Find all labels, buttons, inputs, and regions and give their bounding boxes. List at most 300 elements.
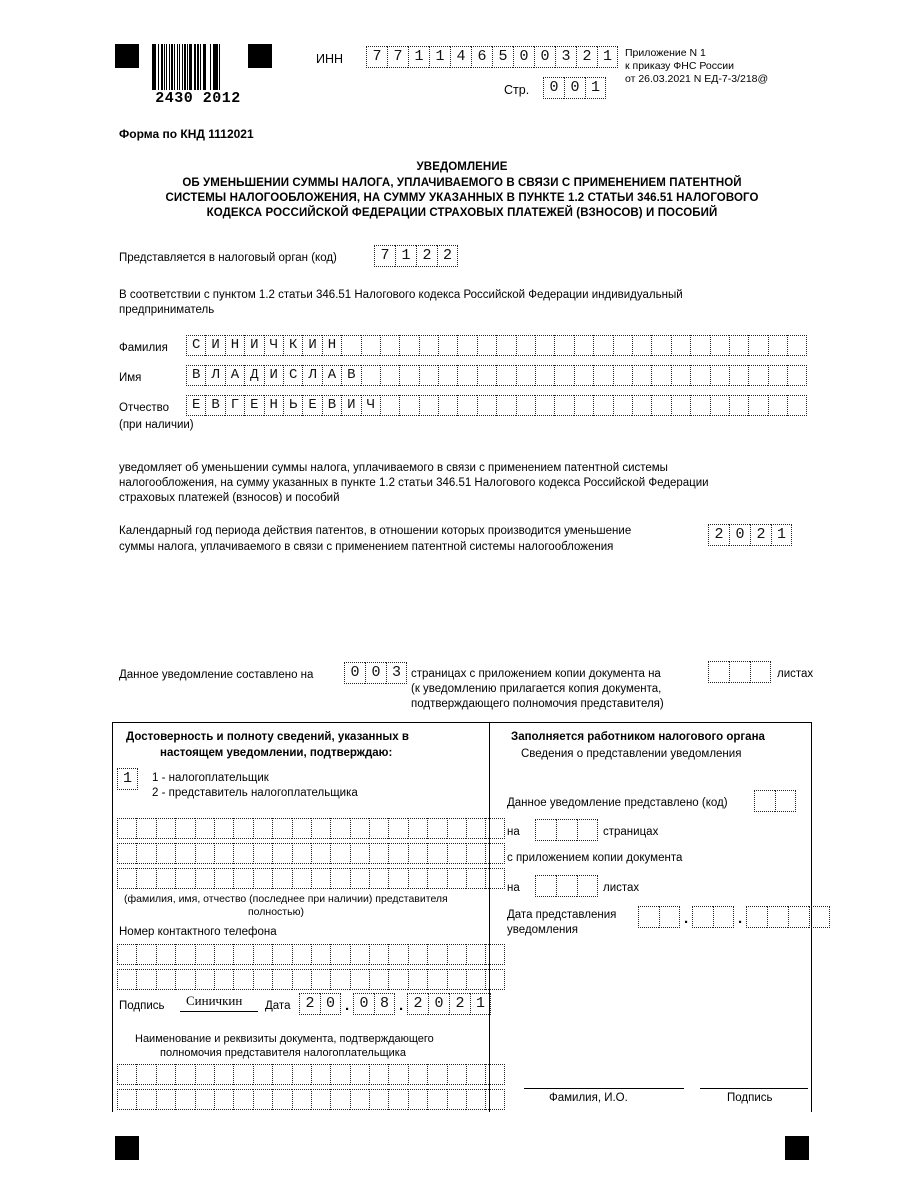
cell[interactable]: [388, 969, 407, 990]
cell[interactable]: [136, 1064, 155, 1085]
cell[interactable]: А: [225, 365, 244, 386]
cell[interactable]: [447, 969, 466, 990]
cell[interactable]: Ь: [283, 395, 302, 416]
cell[interactable]: [427, 1064, 446, 1085]
cell[interactable]: 0: [353, 993, 374, 1015]
cell[interactable]: [214, 843, 233, 864]
cell[interactable]: [768, 335, 787, 356]
cell[interactable]: 8: [374, 993, 395, 1015]
cell[interactable]: [613, 335, 632, 356]
cell[interactable]: 6: [471, 46, 492, 68]
cell[interactable]: [195, 868, 214, 889]
cell[interactable]: [253, 944, 272, 965]
cell[interactable]: [477, 395, 496, 416]
cell[interactable]: [746, 906, 767, 928]
cell[interactable]: 1: [470, 993, 491, 1015]
cell[interactable]: 0: [729, 524, 750, 546]
cell[interactable]: [136, 1089, 155, 1110]
cell[interactable]: [369, 1089, 388, 1110]
cell[interactable]: [419, 335, 438, 356]
cell[interactable]: [554, 365, 573, 386]
cell[interactable]: [156, 969, 175, 990]
cell[interactable]: [388, 818, 407, 839]
cell[interactable]: [408, 969, 427, 990]
cell[interactable]: [574, 395, 593, 416]
signature-date-year[interactable]: [407, 993, 491, 1015]
cell[interactable]: [651, 335, 670, 356]
cell[interactable]: [330, 818, 349, 839]
cell[interactable]: 3: [555, 46, 576, 68]
cell[interactable]: [632, 365, 651, 386]
cell[interactable]: [692, 906, 713, 928]
cell[interactable]: [574, 335, 593, 356]
cell[interactable]: 0: [543, 77, 564, 99]
cell[interactable]: [447, 868, 466, 889]
cell[interactable]: [214, 818, 233, 839]
cell[interactable]: [556, 875, 577, 897]
cell[interactable]: [457, 335, 476, 356]
official-date-year-field[interactable]: [746, 906, 830, 928]
cell[interactable]: [408, 944, 427, 965]
cell[interactable]: [427, 843, 446, 864]
cell[interactable]: [632, 395, 651, 416]
cell[interactable]: [466, 944, 485, 965]
cell[interactable]: [330, 1064, 349, 1085]
cell[interactable]: [311, 944, 330, 965]
cell[interactable]: [708, 661, 729, 683]
cell[interactable]: [369, 868, 388, 889]
cell[interactable]: [466, 818, 485, 839]
cell[interactable]: [369, 843, 388, 864]
cell[interactable]: [214, 969, 233, 990]
cell[interactable]: [457, 365, 476, 386]
pages-count-field[interactable]: [344, 662, 407, 684]
document-details-row[interactable]: [117, 1064, 505, 1085]
representative-name-row[interactable]: [117, 868, 505, 889]
cell[interactable]: [485, 969, 504, 990]
cell[interactable]: [427, 818, 446, 839]
firstname-field[interactable]: [186, 365, 807, 386]
cell[interactable]: Д: [244, 365, 263, 386]
cell[interactable]: [768, 365, 787, 386]
cell[interactable]: [272, 818, 291, 839]
cell[interactable]: [330, 843, 349, 864]
cell[interactable]: [496, 365, 515, 386]
cell[interactable]: Е: [302, 395, 321, 416]
cell[interactable]: [729, 661, 750, 683]
cell[interactable]: 2: [416, 245, 437, 267]
surname-field[interactable]: [186, 335, 807, 356]
cell[interactable]: А: [322, 365, 341, 386]
cell[interactable]: [556, 819, 577, 841]
cell[interactable]: 7: [366, 46, 387, 68]
cell[interactable]: [447, 843, 466, 864]
cell[interactable]: [659, 906, 680, 928]
inn-field[interactable]: [366, 46, 618, 68]
cell[interactable]: 0: [564, 77, 585, 99]
cell[interactable]: Н: [264, 395, 283, 416]
cell[interactable]: 0: [365, 662, 386, 684]
cell[interactable]: [535, 819, 556, 841]
cell[interactable]: 4: [450, 46, 471, 68]
cell[interactable]: [136, 969, 155, 990]
cell[interactable]: [485, 818, 504, 839]
cell[interactable]: [311, 818, 330, 839]
cell[interactable]: [408, 868, 427, 889]
cell[interactable]: [330, 944, 349, 965]
cell[interactable]: [272, 944, 291, 965]
cell[interactable]: [233, 868, 252, 889]
cell[interactable]: [350, 1089, 369, 1110]
cell[interactable]: [380, 365, 399, 386]
cell[interactable]: [577, 875, 598, 897]
signature-row-field[interactable]: [117, 969, 505, 990]
cell[interactable]: [485, 843, 504, 864]
signature-date-day[interactable]: [299, 993, 341, 1015]
cell[interactable]: Е: [244, 395, 263, 416]
cell[interactable]: [496, 395, 515, 416]
official-sheets-field[interactable]: [535, 875, 598, 897]
cell[interactable]: [690, 335, 709, 356]
cell[interactable]: [399, 365, 418, 386]
cell[interactable]: [380, 395, 399, 416]
cell[interactable]: [330, 868, 349, 889]
cell[interactable]: Л: [302, 365, 321, 386]
cell[interactable]: [466, 868, 485, 889]
cell[interactable]: Л: [205, 365, 224, 386]
cell[interactable]: [195, 944, 214, 965]
cell[interactable]: [292, 1064, 311, 1085]
cell[interactable]: 0: [320, 993, 341, 1015]
cell[interactable]: [466, 969, 485, 990]
cell[interactable]: [690, 395, 709, 416]
cell[interactable]: С: [186, 335, 205, 356]
cell[interactable]: [408, 843, 427, 864]
cell[interactable]: К: [283, 335, 302, 356]
cell[interactable]: 2: [750, 524, 771, 546]
cell[interactable]: [156, 818, 175, 839]
cell[interactable]: [408, 1089, 427, 1110]
cell[interactable]: [311, 868, 330, 889]
cell[interactable]: [253, 818, 272, 839]
cell[interactable]: [788, 906, 809, 928]
cell[interactable]: [427, 944, 446, 965]
cell[interactable]: [136, 843, 155, 864]
cell[interactable]: [330, 1089, 349, 1110]
cell[interactable]: И: [244, 335, 263, 356]
cell[interactable]: [136, 818, 155, 839]
cell[interactable]: 1: [117, 768, 138, 790]
cell[interactable]: [671, 395, 690, 416]
cell[interactable]: 0: [344, 662, 365, 684]
cell[interactable]: [233, 1064, 252, 1085]
cell[interactable]: [613, 365, 632, 386]
cell[interactable]: В: [322, 395, 341, 416]
cell[interactable]: [195, 818, 214, 839]
cell[interactable]: [195, 969, 214, 990]
cell[interactable]: 1: [771, 524, 792, 546]
cell[interactable]: [485, 868, 504, 889]
cell[interactable]: [516, 365, 535, 386]
cell[interactable]: 2: [437, 245, 458, 267]
cell[interactable]: [175, 969, 194, 990]
cell[interactable]: [156, 1064, 175, 1085]
cell[interactable]: Е: [186, 395, 205, 416]
cell[interactable]: [369, 818, 388, 839]
cell[interactable]: [671, 365, 690, 386]
cell[interactable]: [485, 944, 504, 965]
cell[interactable]: [713, 906, 734, 928]
cell[interactable]: [233, 1089, 252, 1110]
cell[interactable]: [253, 969, 272, 990]
cell[interactable]: 1: [597, 46, 618, 68]
phone-field[interactable]: [117, 944, 505, 965]
confirmer-type-selector[interactable]: [117, 768, 138, 790]
cell[interactable]: И: [341, 395, 360, 416]
cell[interactable]: [388, 1089, 407, 1110]
signature-date-month[interactable]: [353, 993, 395, 1015]
cell[interactable]: [388, 843, 407, 864]
cell[interactable]: 3: [386, 662, 407, 684]
cell[interactable]: [408, 1064, 427, 1085]
cell[interactable]: [767, 906, 788, 928]
cell[interactable]: [292, 944, 311, 965]
cell[interactable]: [175, 1064, 194, 1085]
cell[interactable]: [632, 335, 651, 356]
cell[interactable]: [466, 1064, 485, 1085]
cell[interactable]: [311, 1064, 330, 1085]
cell[interactable]: С: [283, 365, 302, 386]
cell[interactable]: [350, 969, 369, 990]
cell[interactable]: [233, 843, 252, 864]
document-details-row[interactable]: [117, 1089, 505, 1110]
cell[interactable]: В: [186, 365, 205, 386]
cell[interactable]: [253, 1064, 272, 1085]
cell[interactable]: [535, 335, 554, 356]
submitted-code-field[interactable]: [754, 790, 796, 812]
cell[interactable]: [710, 395, 729, 416]
cell[interactable]: 0: [513, 46, 534, 68]
cell[interactable]: [380, 335, 399, 356]
cell[interactable]: [156, 944, 175, 965]
cell[interactable]: Н: [322, 335, 341, 356]
cell[interactable]: 2: [708, 524, 729, 546]
cell[interactable]: [457, 395, 476, 416]
cell[interactable]: [554, 335, 573, 356]
cell[interactable]: [350, 1064, 369, 1085]
cell[interactable]: [408, 818, 427, 839]
cell[interactable]: [272, 1064, 291, 1085]
cell[interactable]: [516, 335, 535, 356]
cell[interactable]: [427, 868, 446, 889]
cell[interactable]: [554, 395, 573, 416]
cell[interactable]: [477, 365, 496, 386]
cell[interactable]: [156, 843, 175, 864]
cell[interactable]: [156, 1089, 175, 1110]
cell[interactable]: [117, 868, 136, 889]
cell[interactable]: [292, 969, 311, 990]
cell[interactable]: [369, 1064, 388, 1085]
cell[interactable]: [496, 335, 515, 356]
cell[interactable]: [369, 969, 388, 990]
cell[interactable]: 2: [299, 993, 320, 1015]
cell[interactable]: [577, 819, 598, 841]
cell[interactable]: [195, 843, 214, 864]
cell[interactable]: [466, 1089, 485, 1110]
cell[interactable]: [516, 395, 535, 416]
cell[interactable]: [477, 335, 496, 356]
cell[interactable]: [729, 365, 748, 386]
cell[interactable]: 1: [395, 245, 416, 267]
cell[interactable]: [361, 335, 380, 356]
cell[interactable]: Г: [225, 395, 244, 416]
cell[interactable]: [768, 395, 787, 416]
cell[interactable]: И: [264, 365, 283, 386]
cell[interactable]: [729, 335, 748, 356]
patronymic-field[interactable]: [186, 395, 807, 416]
cell[interactable]: [388, 868, 407, 889]
cell[interactable]: [427, 969, 446, 990]
cell[interactable]: [638, 906, 659, 928]
cell[interactable]: [292, 843, 311, 864]
cell[interactable]: [233, 969, 252, 990]
cell[interactable]: [447, 1089, 466, 1110]
cell[interactable]: [311, 843, 330, 864]
cell[interactable]: [175, 1089, 194, 1110]
cell[interactable]: [399, 395, 418, 416]
cell[interactable]: [388, 1064, 407, 1085]
cell[interactable]: [399, 335, 418, 356]
cell[interactable]: [787, 335, 806, 356]
cell[interactable]: [195, 1089, 214, 1110]
cell[interactable]: Н: [225, 335, 244, 356]
cell[interactable]: [651, 395, 670, 416]
cell[interactable]: [272, 1089, 291, 1110]
cell[interactable]: [447, 944, 466, 965]
cell[interactable]: 7: [374, 245, 395, 267]
cell[interactable]: [775, 790, 796, 812]
cell[interactable]: [388, 944, 407, 965]
cell[interactable]: [787, 395, 806, 416]
cell[interactable]: И: [205, 335, 224, 356]
official-date-day-field[interactable]: [638, 906, 680, 928]
cell[interactable]: [350, 868, 369, 889]
cell[interactable]: [438, 335, 457, 356]
cell[interactable]: [671, 335, 690, 356]
cell[interactable]: [447, 818, 466, 839]
cell[interactable]: [117, 969, 136, 990]
representative-name-row[interactable]: [117, 818, 505, 839]
cell[interactable]: 5: [492, 46, 513, 68]
cell[interactable]: [214, 1064, 233, 1085]
cell[interactable]: [710, 335, 729, 356]
cell[interactable]: [272, 843, 291, 864]
cell[interactable]: [292, 818, 311, 839]
cell[interactable]: Ч: [264, 335, 283, 356]
cell[interactable]: [613, 395, 632, 416]
cell[interactable]: [214, 944, 233, 965]
cell[interactable]: [787, 365, 806, 386]
cell[interactable]: [574, 365, 593, 386]
cell[interactable]: В: [341, 365, 360, 386]
cell[interactable]: [350, 944, 369, 965]
cell[interactable]: [466, 843, 485, 864]
official-date-month-field[interactable]: [692, 906, 734, 928]
cell[interactable]: [350, 818, 369, 839]
cell[interactable]: [272, 868, 291, 889]
cell[interactable]: [754, 790, 775, 812]
cell[interactable]: [535, 365, 554, 386]
cell[interactable]: [447, 1064, 466, 1085]
cell[interactable]: [750, 661, 771, 683]
cell[interactable]: [117, 1089, 136, 1110]
cell[interactable]: [311, 1089, 330, 1110]
cell[interactable]: [117, 1064, 136, 1085]
cell[interactable]: [136, 944, 155, 965]
cell[interactable]: [175, 843, 194, 864]
cell[interactable]: [690, 365, 709, 386]
cell[interactable]: [419, 365, 438, 386]
cell[interactable]: [419, 395, 438, 416]
cell[interactable]: [350, 843, 369, 864]
cell[interactable]: [311, 969, 330, 990]
cell[interactable]: [593, 395, 612, 416]
cell[interactable]: [485, 1089, 504, 1110]
cell[interactable]: [710, 365, 729, 386]
cell[interactable]: 1: [429, 46, 450, 68]
cell[interactable]: [438, 395, 457, 416]
cell[interactable]: Ч: [361, 395, 380, 416]
cell[interactable]: [233, 818, 252, 839]
cell[interactable]: В: [205, 395, 224, 416]
sheets-count-field[interactable]: [708, 661, 771, 683]
cell[interactable]: [651, 365, 670, 386]
cell[interactable]: [427, 1089, 446, 1110]
representative-name-row[interactable]: [117, 843, 505, 864]
cell[interactable]: 2: [407, 993, 428, 1015]
cell[interactable]: [729, 395, 748, 416]
cell[interactable]: [175, 818, 194, 839]
cell[interactable]: [156, 868, 175, 889]
cell[interactable]: [809, 906, 830, 928]
cell[interactable]: [117, 818, 136, 839]
official-pages-field[interactable]: [535, 819, 598, 841]
cell[interactable]: [117, 843, 136, 864]
cell[interactable]: 2: [449, 993, 470, 1015]
cell[interactable]: [341, 335, 360, 356]
cell[interactable]: [214, 1089, 233, 1110]
cell[interactable]: [485, 1064, 504, 1085]
cell[interactable]: 2: [576, 46, 597, 68]
cell[interactable]: [136, 868, 155, 889]
tax-authority-code-field[interactable]: [374, 245, 458, 267]
cell[interactable]: [361, 365, 380, 386]
cell[interactable]: [535, 875, 556, 897]
cell[interactable]: [593, 365, 612, 386]
cell[interactable]: [748, 395, 767, 416]
cell[interactable]: [748, 335, 767, 356]
cell[interactable]: [292, 1089, 311, 1110]
cell[interactable]: 1: [585, 77, 606, 99]
cell[interactable]: [175, 868, 194, 889]
cell[interactable]: [369, 944, 388, 965]
calendar-year-field[interactable]: [708, 524, 792, 546]
cell[interactable]: [175, 944, 194, 965]
cell[interactable]: [748, 365, 767, 386]
cell[interactable]: 0: [428, 993, 449, 1015]
cell[interactable]: [253, 1089, 272, 1110]
cell[interactable]: [253, 868, 272, 889]
